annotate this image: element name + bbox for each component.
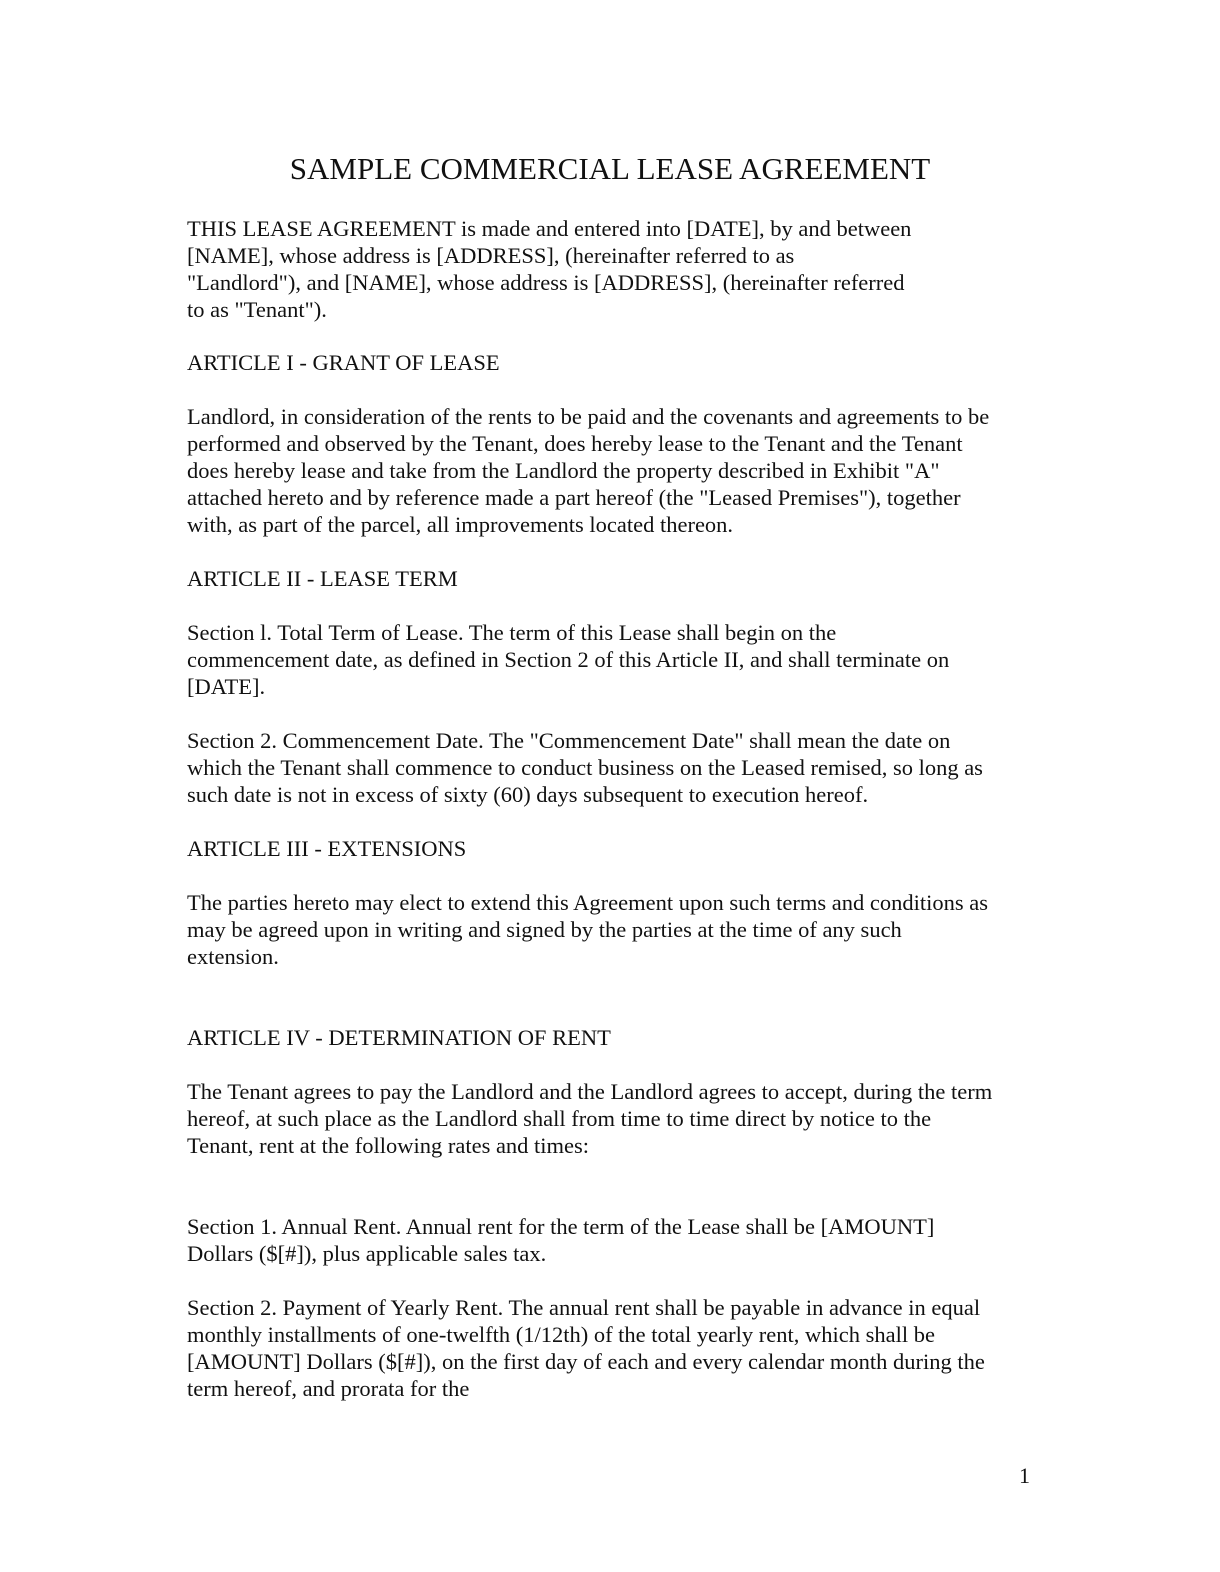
body-line: [AMOUNT] Dollars ($[#]), on the first day of each and every calendar month during the [187, 1349, 985, 1374]
body-line: with, as part of the parcel, all improvements located thereon. [187, 512, 734, 537]
intro-paragraph [187, 215, 911, 323]
article-4-body [187, 1078, 992, 1159]
body-line: The Tenant agrees to pay the Landlord and the Landlord agrees to accept, during the term [187, 1079, 993, 1104]
body-line: may be agreed upon in writing and signed by the parties at the time of any such [187, 917, 902, 942]
article-3-body [187, 889, 988, 970]
article-1-body [187, 403, 989, 538]
article-4-section-1 [187, 1213, 934, 1267]
body-line: which the Tenant shall commence to conduct business on the Leased remised, so long as [187, 755, 983, 780]
article-3-heading [187, 835, 466, 862]
intro-line: "Landlord"), and [NAME], whose address is [ADDRESS], (hereinafter referred [187, 270, 905, 295]
body-line: Section 2. Payment of Yearly Rent. The annual rent shall be payable in advance in equal [187, 1295, 981, 1320]
body-line: such date is not in excess of sixty (60) days subsequent to execution hereof. [187, 782, 869, 807]
intro-line: THIS LEASE AGREEMENT is made and entered into [DATE], by and between [187, 216, 912, 241]
article-heading-text: ARTICLE II - LEASE TERM [187, 566, 458, 591]
article-heading-text: ARTICLE III - EXTENSIONS [187, 836, 467, 861]
page-number: 1 [1019, 1463, 1030, 1488]
article-2-section-2 [187, 727, 983, 808]
body-line: does hereby lease and take from the Landlord the property described in Exhibit "A" [187, 458, 940, 483]
article-2-heading [187, 565, 458, 592]
intro-line: [NAME], whose address is [ADDRESS], (hereinafter referred to as [187, 243, 795, 268]
body-line: Landlord, in consideration of the rents to be paid and the covenants and agreements to be [187, 404, 990, 429]
body-line: [DATE]. [187, 674, 266, 699]
article-1-heading [187, 349, 500, 376]
body-line: monthly installments of one-twelfth (1/12th) of the total yearly rent, which shall be [187, 1322, 935, 1347]
article-2-section-1 [187, 619, 949, 700]
body-line: term hereof, and prorata for the [187, 1376, 470, 1401]
article-heading-text: ARTICLE I - GRANT OF LEASE [187, 350, 500, 375]
article-heading-text: ARTICLE IV - DETERMINATION OF RENT [187, 1025, 611, 1050]
body-line: performed and observed by the Tenant, does hereby lease to the Tenant and the Tenant [187, 431, 963, 456]
body-line: Section 1. Annual Rent. Annual rent for the term of the Lease shall be [AMOUNT] [187, 1214, 935, 1239]
body-line: Tenant, rent at the following rates and times: [187, 1133, 590, 1158]
body-line: attached hereto and by reference made a part hereof (the "Leased Premises"), together [187, 485, 961, 510]
body-line: The parties hereto may elect to extend this Agreement upon such terms and conditions as [187, 890, 989, 915]
body-line: commencement date, as defined in Section 2 of this Article II, and shall terminate on [187, 647, 950, 672]
intro-line: to as "Tenant"). [187, 297, 327, 322]
body-line: Section 2. Commencement Date. The "Commencement Date" shall mean the date on [187, 728, 951, 753]
body-line: Dollars ($[#]), plus applicable sales tax. [187, 1241, 547, 1266]
document-title: SAMPLE COMMERCIAL LEASE AGREEMENT [289, 151, 931, 186]
article-4-heading [187, 1024, 611, 1051]
body-line: hereof, at such place as the Landlord shall from time to time direct by notice to the [187, 1106, 932, 1131]
article-4-section-2 [187, 1294, 985, 1402]
body-line: extension. [187, 944, 279, 969]
body-line: Section l. Total Term of Lease. The term of this Lease shall begin on the [187, 620, 837, 645]
